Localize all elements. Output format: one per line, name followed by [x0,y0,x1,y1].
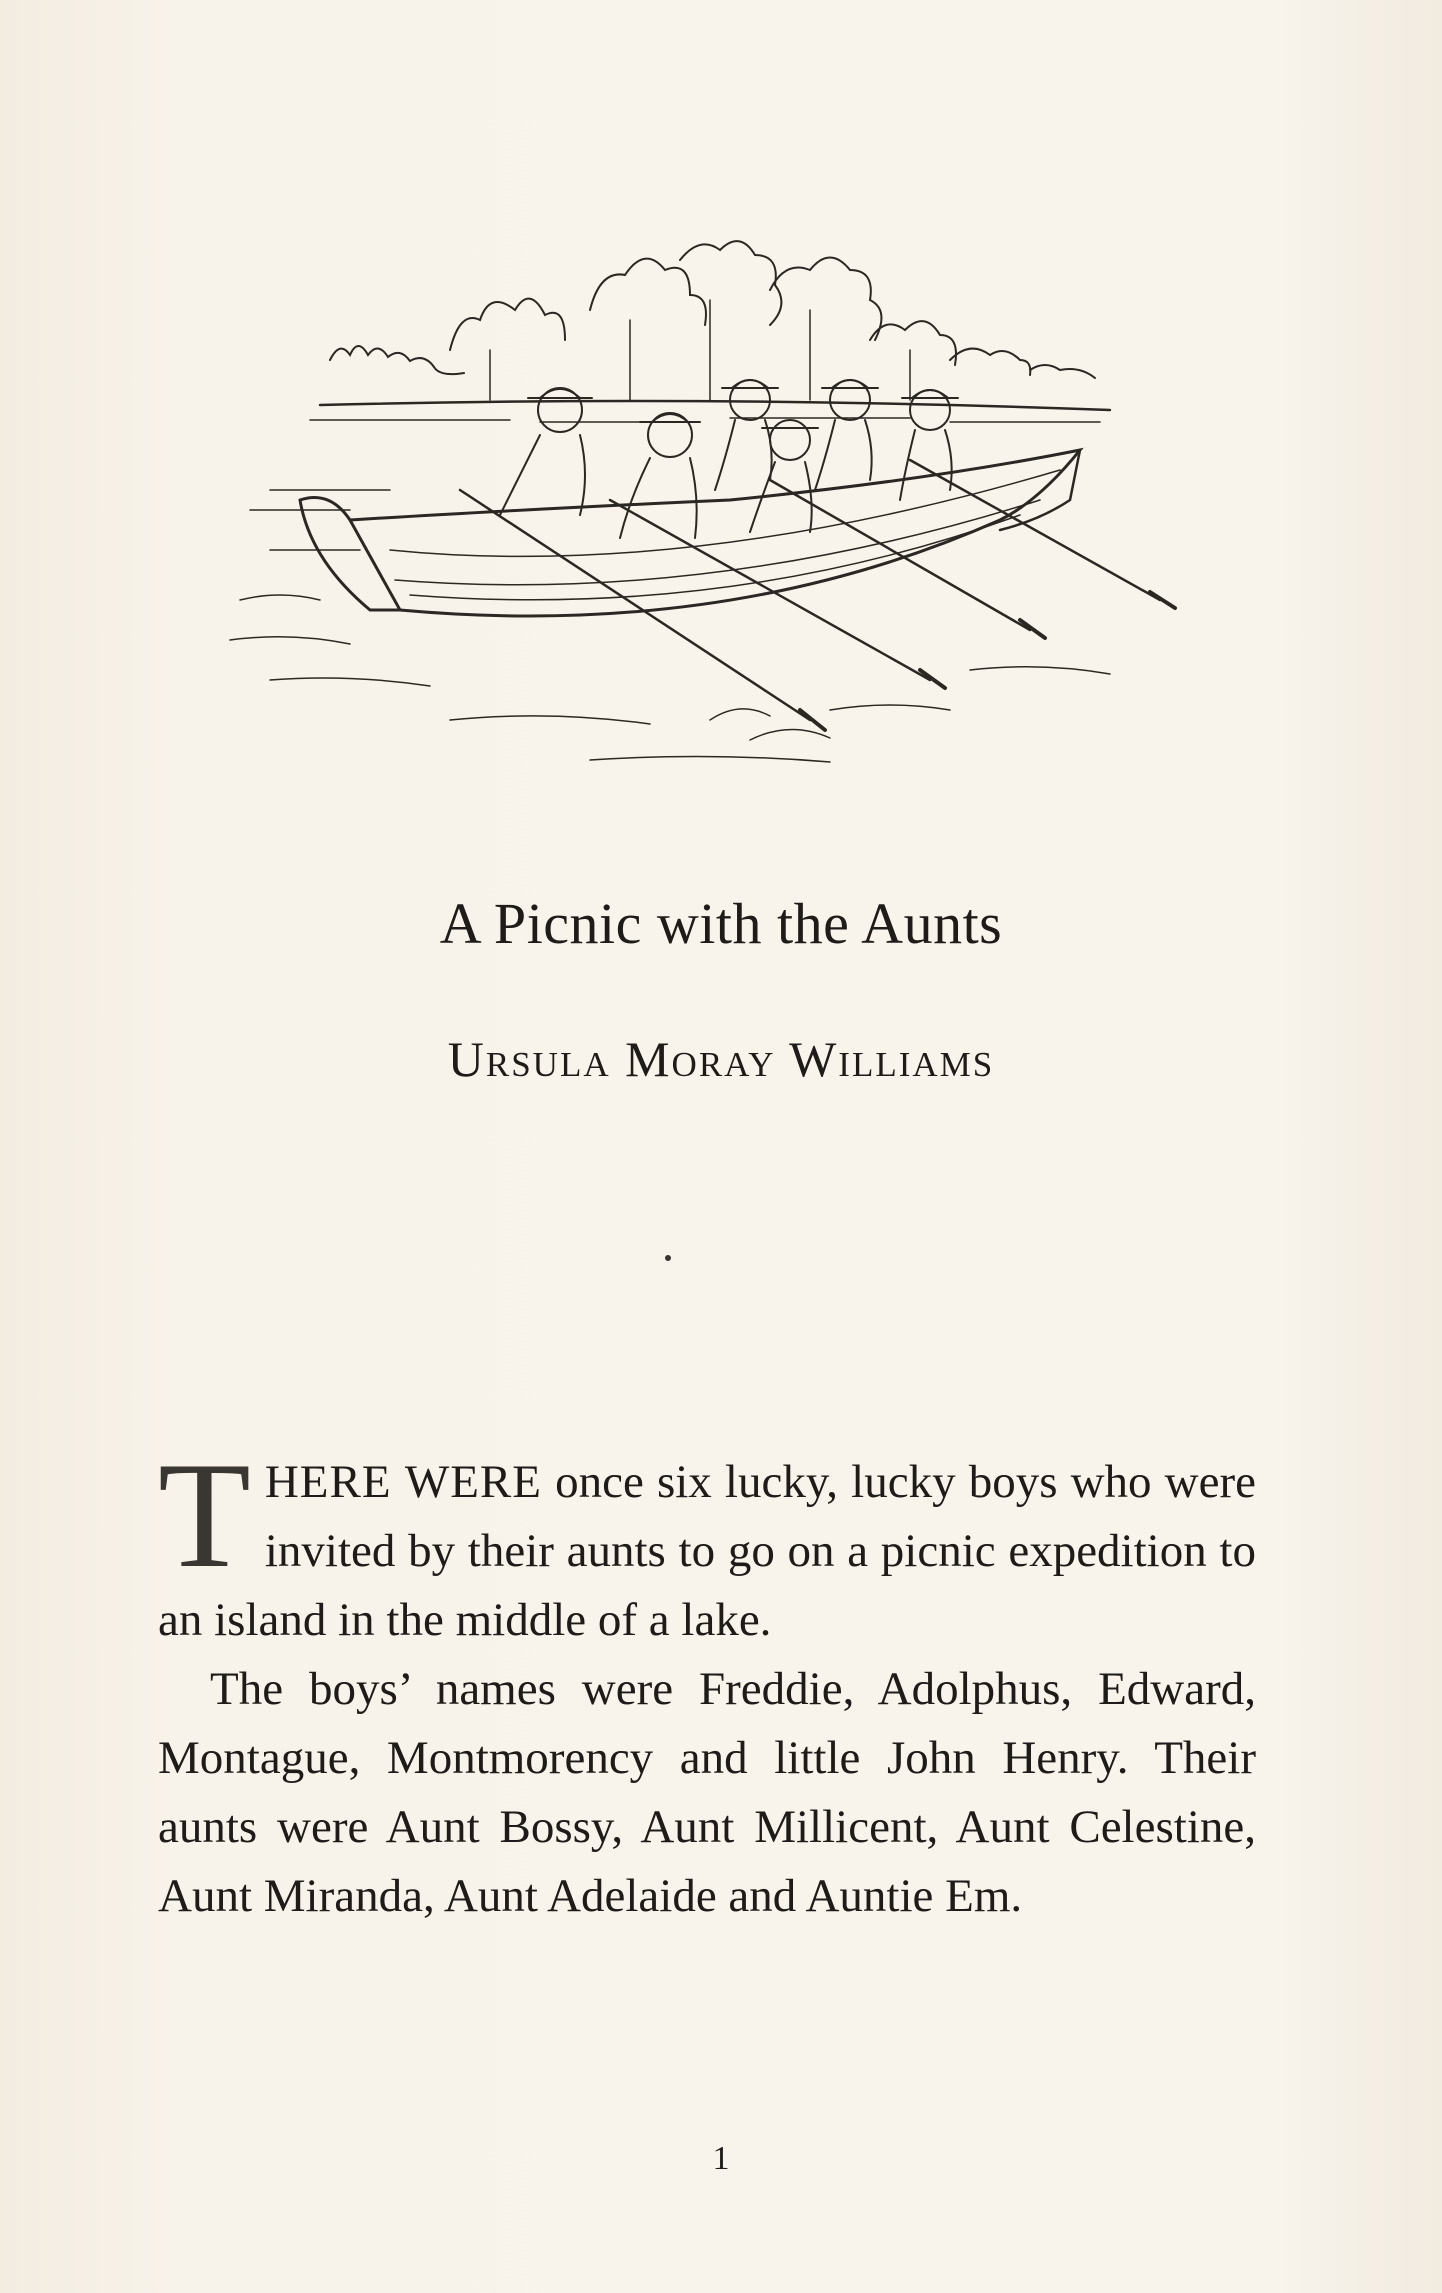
author-name: Ursula Moray Williams [447,1031,995,1087]
lead-in-caps: HERE WERE [264,1456,542,1508]
body-text [158,1431,1256,1931]
page-number: 1 [712,2140,730,2177]
chapter-title: A Picnic with the Aunts [439,891,1003,956]
ornament-dot [665,1255,671,1261]
paragraph-2: The boys’ names were Freddie, Adolphus, Edward, Montague, Montmorency and little John Henry. Their aunts were Aunt Bossy, Aunt Millicent, Aunt Celestine, Aunt Miranda, Aunt Adelaide and Auntie Em. [158,1663,1256,1922]
drop-cap: T [158,1431,251,1599]
paragraph-1 [158,1431,1256,1655]
paragraph-1-text: once six lucky, lucky boys who were invited by their aunts to go on a picnic expedition to an island in the middle of a lake. [158,1456,1256,1646]
rowing-boat-illustration [210,200,1210,820]
